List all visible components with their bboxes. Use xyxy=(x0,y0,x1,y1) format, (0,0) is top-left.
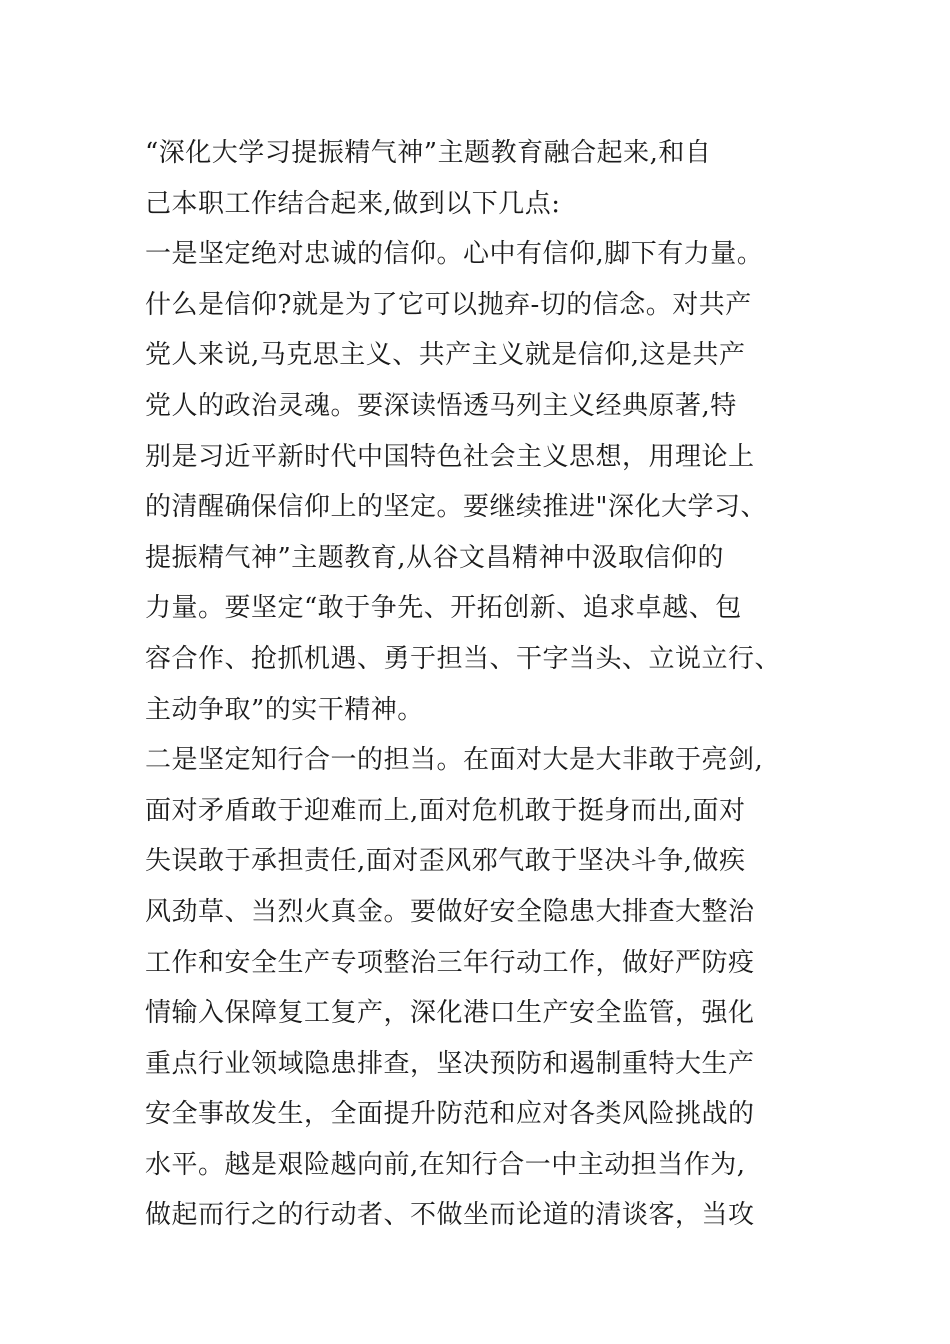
text-line: 做起而行之的行动者、不做坐而论道的清谈客，当攻 xyxy=(145,1200,755,1231)
text-line: 工作和安全生产专项整治三年行动工作，做好严防疫 xyxy=(145,947,755,978)
text-line: 情输入保障复工复产，深化港口生产安全监管，强化 xyxy=(145,998,755,1029)
text-line: 失误敢于承担责任,面对歪风邪气敢于坚决斗争,做疾 xyxy=(145,846,746,877)
text-line: 一是坚定绝对忠诚的信仰。心中有信仰,脚下有力量。 xyxy=(145,239,764,270)
text-line: 力量。要坚定“敢于争先、开拓创新、追求卓越、包 xyxy=(145,593,742,624)
text-line: 别是习近平新时代中国特色社会主义思想，用理论上 xyxy=(145,441,755,472)
text-line: “深化大学习提振精气神”主题教育融合起来,和自 xyxy=(145,138,712,168)
text-line: 什么是信仰?就是为了它可以抛弃-切的信念。对共产 xyxy=(145,289,752,320)
text-line: 己本职工作结合起来,做到以下几点: xyxy=(145,188,561,219)
text-line: 二是坚定知行合一的担当。在面对大是大非敢于亮剑, xyxy=(145,745,764,776)
body-text xyxy=(145,128,845,1241)
text-line: 提振精气神”主题教育,从谷文昌精神中汲取信仰的 xyxy=(145,542,725,573)
text-line: 风劲草、当烈火真金。要做好安全隐患大排查大整治 xyxy=(145,896,755,927)
text-line: 党人的政治灵魂。要深读悟透马列主义经典原著,特 xyxy=(145,390,737,421)
text-line: 重点行业领域隐患排查，坚决预防和遏制重特大生产 xyxy=(145,1048,755,1079)
text-line: 主动争取”的实干精神。 xyxy=(145,694,424,725)
text-line: 容合作、抢抓机遇、勇于担当、干字当头、立说立行、 xyxy=(145,643,782,674)
text-line: 水平。越是艰险越向前,在知行合一中主动担当作为, xyxy=(145,1149,746,1180)
text-line: 面对矛盾敢于迎难而上,面对危机敢于挺身而出,面对 xyxy=(145,795,746,826)
text-line: 的清醒确保信仰上的坚定。要继续推进"深化大学习、 xyxy=(145,492,767,523)
text-line: 安全事故发生，全面提升防范和应对各类风险挑战的 xyxy=(145,1099,755,1130)
text-line: 党人来说,马克思主义、共产主义就是信仰,这是共产 xyxy=(145,340,746,371)
